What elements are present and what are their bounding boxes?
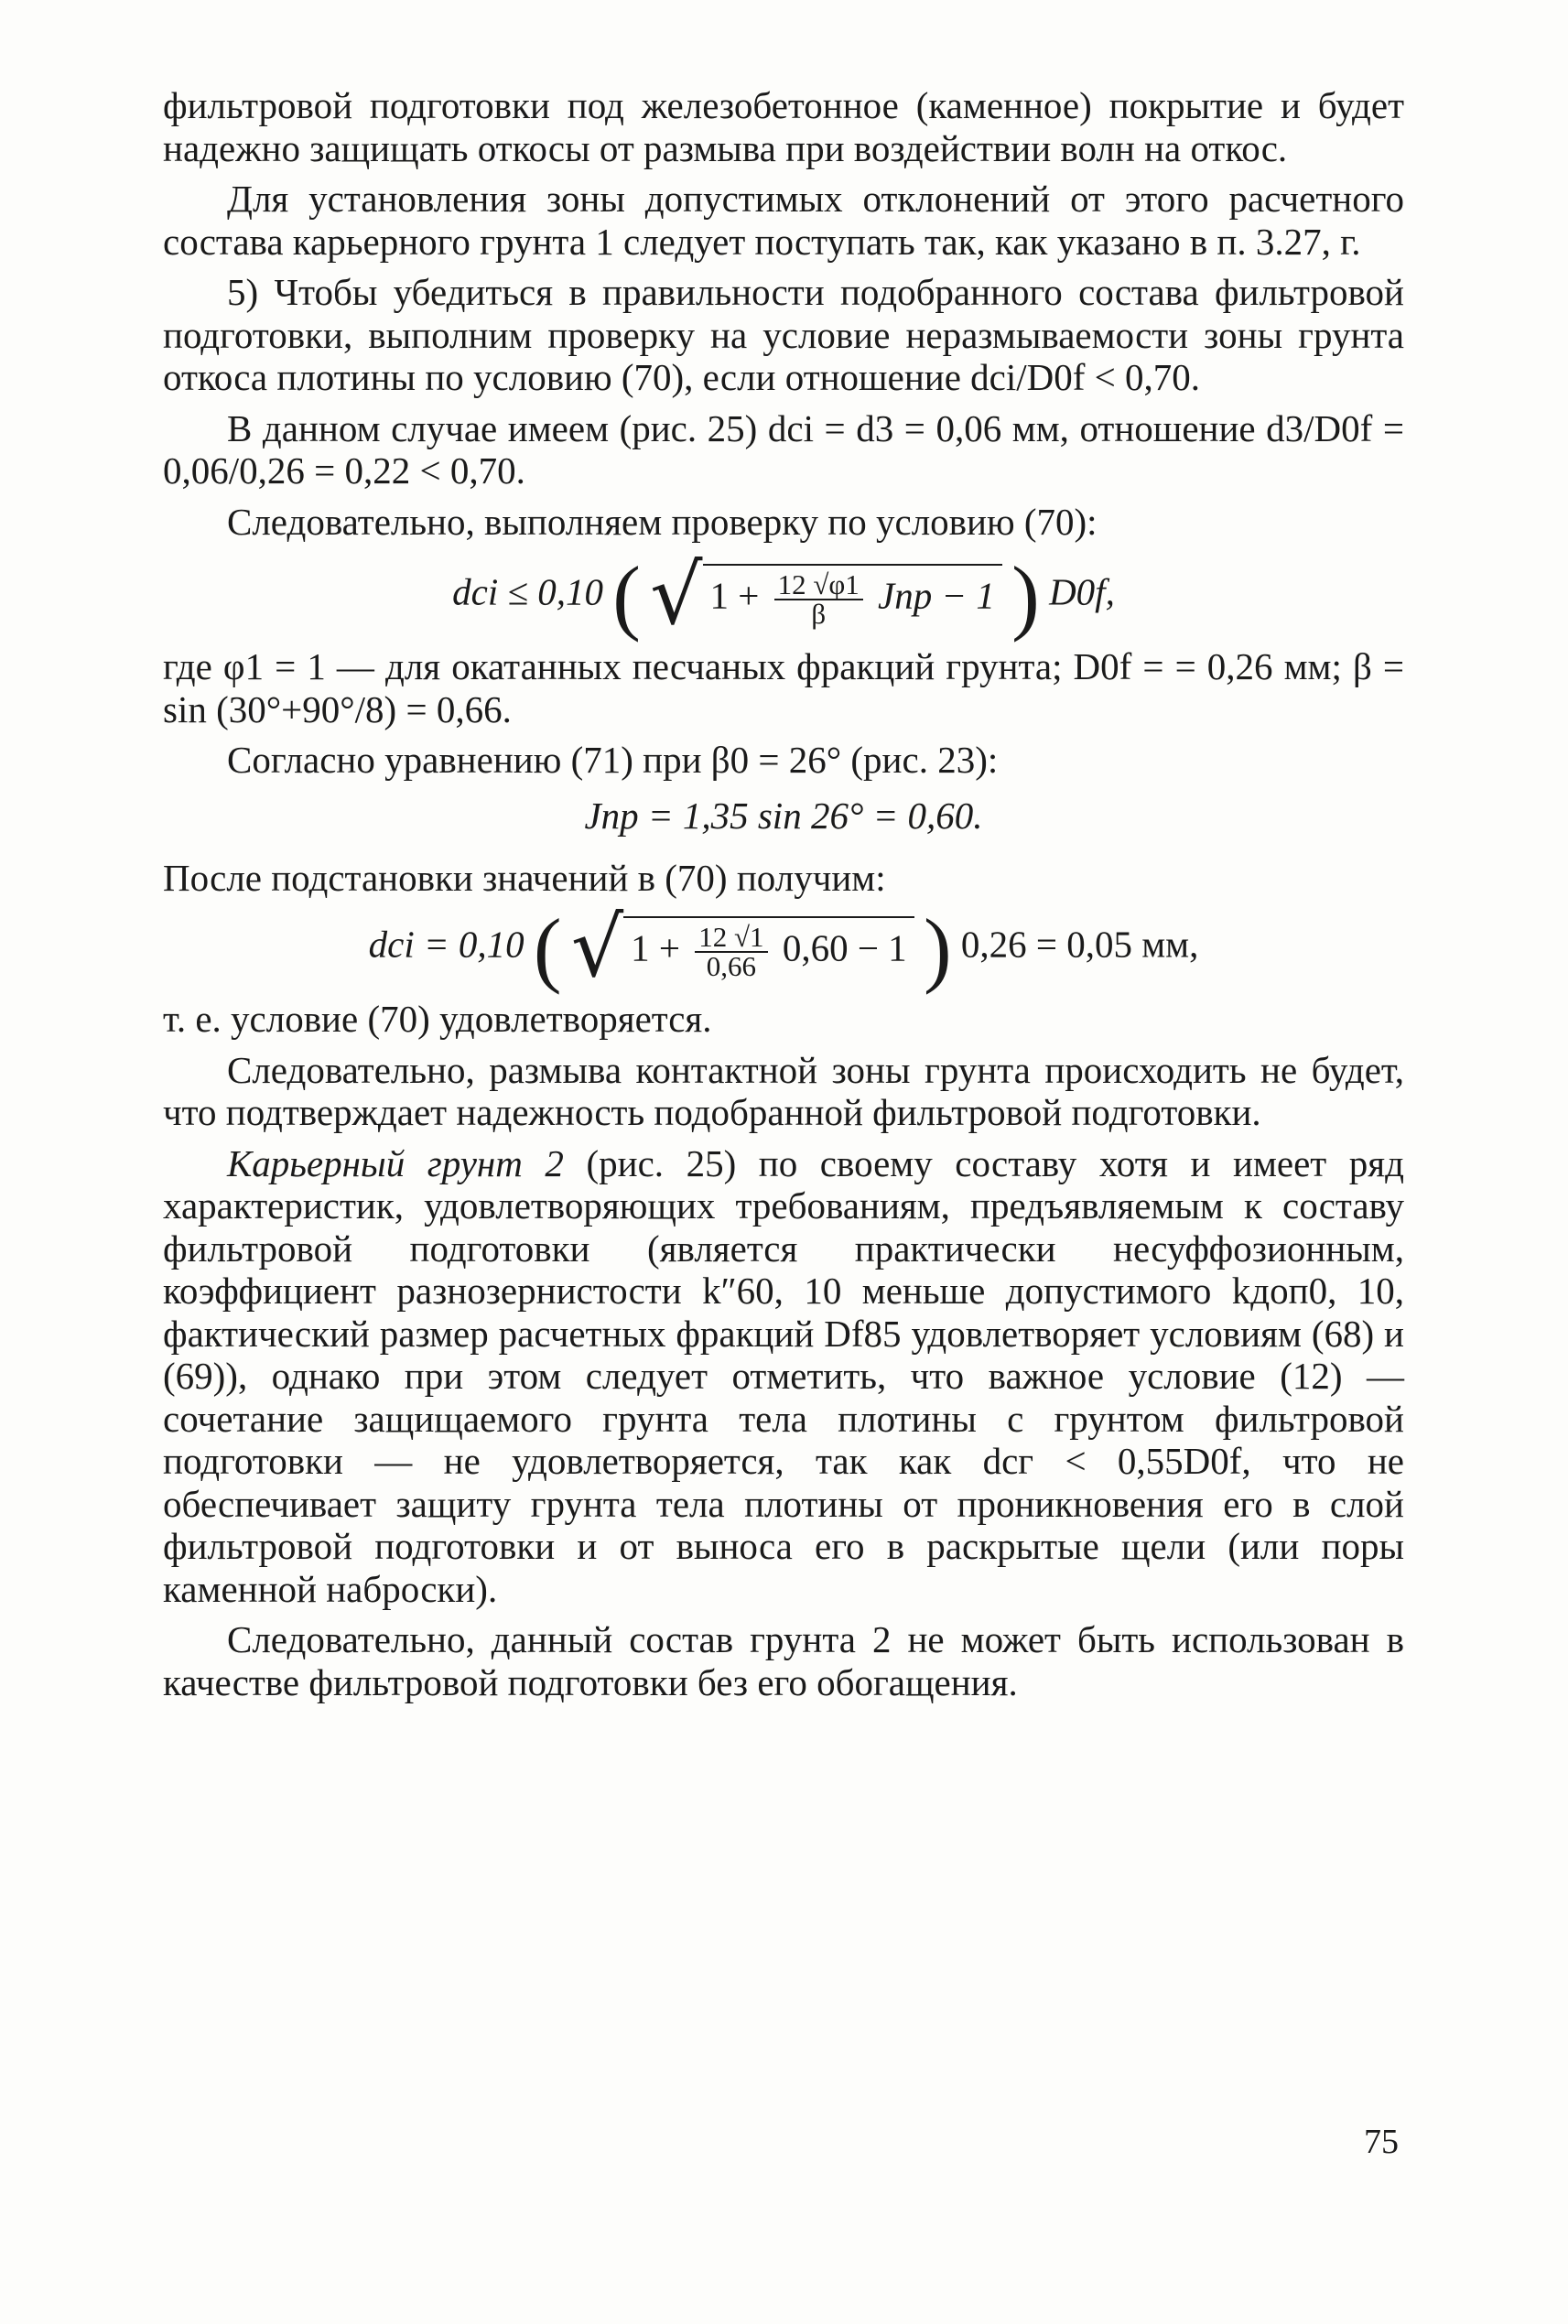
formula-70-left: dci ≤ 0,10 [452, 570, 604, 613]
paragraph-11-body: (рис. 25) по своему составу хотя и имеет ряд характеристик, удовлетворяющих требованиям, предъявляемым к составу фильтровой подготовки (является практически несуффозионным, коэффициент разнозернистости k″60, 10 меньше допустимого kдоп0, 10, фактический размер расчетных фракций Df85 удовлетворяет условиям (68) и (69)), однако при этом следует отметить, что важное условие (12) — сочетание защищаемого грунта тела плотины с грунтом фильтровой подготовки — не удовлетворяется, так как dсг < 0,55D0f, что не обеспечивает защиту грунта тела плотины от проникновения его в слой фильтровой подготовки и от выноса его в раскрытые щели (или поры каменной наброски). [163, 1141, 1404, 1610]
formula-sub-numerator: 12 √1 [695, 924, 767, 953]
paragraph-8: После подстановки значений в (70) получим: [163, 856, 886, 899]
formula-71-text: Jпр = 1,35 sin 26° = 0,60. [584, 794, 983, 837]
formula-sub-right: 0,26 = 0,05 мм, [960, 923, 1199, 966]
paragraph-12: Следовательно, данный состав грунта 2 не может быть использован в качестве фильтровой подготовки без его обогащения. [163, 1618, 1404, 1703]
paragraph-4: В данном случае имеем (рис. 25) dci = d3 = 0,06 мм, отношение d3/D0f = 0,06/0,26 = 0,22 < 0,70. [163, 406, 1404, 492]
paragraph-3: 5) Чтобы убедиться в правильности подобранного состава фильтровой подготовки, выполним проверку на условие неразмываемости зоны грунта откоса плотины по условию (70), если отношение dci/D0f < 0,70. [163, 271, 1404, 398]
paragraph-11 [163, 1142, 1404, 1611]
formula-70-inner-a: 1 + [709, 574, 760, 617]
paragraph-1: фильтровой подготовки под железобетонное (каменное) покрытие и будет надежно защищать откосы от размыва при воздействии волн на откос. [163, 84, 1404, 169]
formula-sub-fraction [695, 921, 767, 982]
formula-70-numerator: 12 √φ1 [774, 571, 863, 600]
formula-70-denominator: β [811, 598, 827, 630]
paragraph-10: Следовательно, размыва контактной зоны грунта происходить не будет, что подтверждает надежность подобранной фильтровой подготовки. [163, 1048, 1404, 1133]
paragraph-6: где φ1 = 1 — для окатанных песчаных фракций грунта; D0f = = 0,26 мм; β = sin (30°+90°/8) = 0,66. [163, 645, 1404, 730]
formula-70-fraction [774, 568, 863, 630]
paragraph-11-lead: Карьерный грунт 2 [227, 1141, 564, 1184]
paragraph-2: Для установления зоны допустимых отклонений от этого расчетного состава карьерного грунта 1 следует поступать так, как указано в п. 3.27, г. [163, 178, 1404, 263]
formula-70-root: √ 1 + $\frac{12 √\varphi 1}{\beta}$ Jпр − 1 [650, 555, 1002, 637]
formula-sub-left: dci = 0,10 [368, 923, 524, 966]
formula-sub-denominator: 0,66 [706, 950, 757, 982]
formula-sub-inner-a: 1 + [631, 926, 681, 969]
paragraph-9: т. е. условие (70) удовлетворяется. [163, 998, 712, 1040]
paragraph-7: Согласно уравнению (71) при β0 = 26° (рис. 23): [227, 739, 999, 781]
formula-70: dci ≤ 0,10 ( √ 1 + $\frac{12 √\varphi 1}{\beta}$ Jпр − 1 ) D0f, [452, 547, 1115, 643]
text-column [163, 84, 1404, 1703]
formula-substitution: dci = 0,10 ( √ 1 + $\frac{12 √1}{0,66}$ 0,60 − 1 ) 0,26 = 0,05 мм, [368, 900, 1199, 996]
formula-sub-root: √ 1 + $\frac{12 √1}{0,66}$ 0,60 − 1 [571, 907, 914, 989]
formula-70-right: D0f, [1049, 570, 1115, 613]
paragraph-5: Следовательно, выполняем проверку по условию (70): [227, 500, 1098, 543]
page-number: 75 [1364, 2123, 1399, 2161]
formula-71 [163, 794, 1404, 837]
formula-70-inner-b: Jпр − 1 [878, 574, 995, 617]
formula-sub-inner-b: 0,60 − 1 [782, 926, 907, 969]
